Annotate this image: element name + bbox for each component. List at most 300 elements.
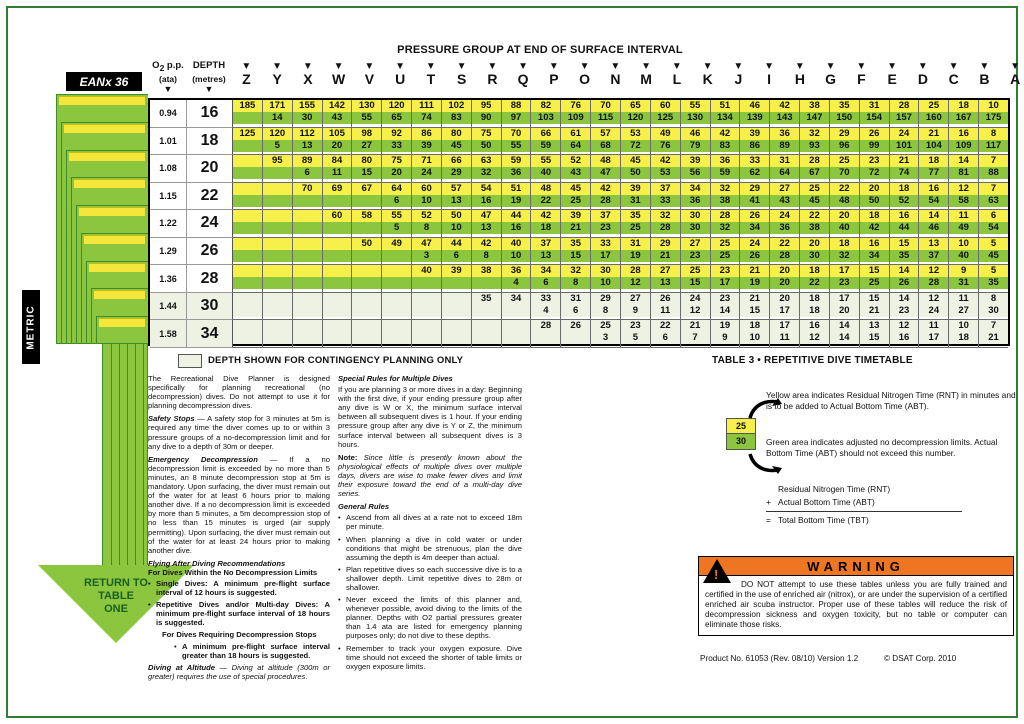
- cell-22-E[interactable]: [860, 183, 890, 210]
- cell-34-N[interactable]: [591, 320, 621, 347]
- cell-22-Q[interactable]: [502, 183, 532, 210]
- cell-18-M[interactable]: [621, 128, 651, 155]
- cell-34-R[interactable]: [472, 320, 502, 347]
- cell-24-P[interactable]: [531, 210, 561, 237]
- cell-30-C[interactable]: [919, 293, 949, 320]
- cell-24-X[interactable]: [293, 210, 323, 237]
- cell-34-H[interactable]: [770, 320, 800, 347]
- cell-18-N[interactable]: [591, 128, 621, 155]
- cell-34-Z[interactable]: [233, 320, 263, 347]
- cell-16-I[interactable]: [740, 100, 770, 127]
- cell-34-T[interactable]: [412, 320, 442, 347]
- cell-34-C[interactable]: [919, 320, 949, 347]
- table-row: [150, 100, 1008, 128]
- cell-30-X[interactable]: [293, 293, 323, 320]
- andl-value: 40: [949, 250, 978, 262]
- cell-28-C[interactable]: [919, 265, 949, 292]
- rnt-value: 52: [412, 210, 441, 222]
- cell-24-E[interactable]: [860, 210, 890, 237]
- heading-within-ndl: For Dives Within the No Decompression Limits: [148, 567, 318, 577]
- rnt-value: 12: [919, 293, 948, 305]
- cell-30-D[interactable]: [890, 293, 920, 320]
- cell-34-A[interactable]: [979, 320, 1008, 347]
- cell-34-Q[interactable]: [502, 320, 532, 347]
- cell-18-U[interactable]: [382, 128, 412, 155]
- cell-18-I[interactable]: [740, 128, 770, 155]
- cell-28-F[interactable]: [830, 265, 860, 292]
- cell-24-L[interactable]: [651, 210, 681, 237]
- cell-28-H[interactable]: [770, 265, 800, 292]
- cell-16-S[interactable]: [442, 100, 472, 127]
- cell-26-Z[interactable]: [233, 238, 263, 265]
- cell-20-B[interactable]: [949, 155, 979, 182]
- cell-18-G[interactable]: [800, 128, 830, 155]
- repetitive-dive-grid: [148, 98, 1010, 346]
- cell-30-Z[interactable]: [233, 293, 263, 320]
- cell-18-D[interactable]: [890, 128, 920, 155]
- andl-value: 41: [740, 195, 769, 207]
- cell-20-J[interactable]: [711, 155, 741, 182]
- cell-26-R[interactable]: [472, 238, 502, 265]
- rnt-value: 40: [412, 265, 441, 277]
- para-emergency-decompression: [148, 455, 330, 555]
- row-cells: [233, 128, 1008, 156]
- rnt-sample-yellow: 25: [727, 419, 755, 434]
- cell-26-W[interactable]: [323, 238, 353, 265]
- cell-22-F[interactable]: [830, 183, 860, 210]
- cell-16-R[interactable]: [472, 100, 502, 127]
- rnt-value: 185: [233, 100, 262, 112]
- cell-30-I[interactable]: [740, 293, 770, 320]
- andl-value: 15: [740, 305, 769, 317]
- andl-value: 6: [293, 167, 322, 179]
- cell-16-H[interactable]: [770, 100, 800, 127]
- cell-30-T[interactable]: [412, 293, 442, 320]
- andl-value: 43: [561, 167, 590, 179]
- andl-value: 23: [591, 222, 620, 234]
- rnt-value: 14: [890, 265, 919, 277]
- rnt-value: [352, 320, 381, 332]
- rnt-value: 21: [919, 128, 948, 140]
- cell-24-Z[interactable]: [233, 210, 263, 237]
- cell-22-S[interactable]: [442, 183, 472, 210]
- cell-22-I[interactable]: [740, 183, 770, 210]
- cell-28-N[interactable]: [591, 265, 621, 292]
- cell-20-V[interactable]: [352, 155, 382, 182]
- cell-18-Z[interactable]: [233, 128, 263, 155]
- eanx-badge: EANx 36: [66, 72, 142, 91]
- andl-value: [412, 277, 441, 289]
- cell-24-V[interactable]: [352, 210, 382, 237]
- cell-18-X[interactable]: [293, 128, 323, 155]
- bullet-repetitive-shallower: [338, 565, 522, 592]
- cell-34-G[interactable]: [800, 320, 830, 347]
- cell-34-P[interactable]: [531, 320, 561, 347]
- column-letter: J: [734, 71, 743, 87]
- cell-28-A[interactable]: [979, 265, 1008, 292]
- cell-30-A[interactable]: [979, 293, 1008, 320]
- cell-28-O[interactable]: [561, 265, 591, 292]
- cell-28-S[interactable]: [442, 265, 472, 292]
- cell-22-J[interactable]: [711, 183, 741, 210]
- cell-24-I[interactable]: [740, 210, 770, 237]
- cell-30-J[interactable]: [711, 293, 741, 320]
- cell-26-T[interactable]: [412, 238, 442, 265]
- cell-16-Z[interactable]: [233, 100, 263, 127]
- cell-18-B[interactable]: [949, 128, 979, 155]
- cell-16-V[interactable]: [352, 100, 382, 127]
- cell-28-Z[interactable]: [233, 265, 263, 292]
- cell-24-O[interactable]: [561, 210, 591, 237]
- cell-26-B[interactable]: [949, 238, 979, 265]
- cell-28-U[interactable]: [382, 265, 412, 292]
- cell-30-B[interactable]: [949, 293, 979, 320]
- cell-18-F[interactable]: [830, 128, 860, 155]
- cell-34-Y[interactable]: [263, 320, 293, 347]
- cell-24-Y[interactable]: [263, 210, 293, 237]
- heading-emergency-decompression: Emergency Decompression: [148, 454, 258, 464]
- cell-34-K[interactable]: [681, 320, 711, 347]
- cell-26-Q[interactable]: [502, 238, 532, 265]
- cell-16-N[interactable]: [591, 100, 621, 127]
- rnt-value: 39: [561, 210, 590, 222]
- cell-30-Q[interactable]: [502, 293, 532, 320]
- cell-16-F[interactable]: [830, 100, 860, 127]
- cell-22-X[interactable]: [293, 183, 323, 210]
- andl-value: 12: [681, 305, 710, 317]
- cell-22-Y[interactable]: [263, 183, 293, 210]
- andl-value: 11: [651, 305, 680, 317]
- column-arrow-icon: ▼: [764, 61, 775, 72]
- cell-20-X[interactable]: [293, 155, 323, 182]
- cell-30-Y[interactable]: [263, 293, 293, 320]
- cell-26-H[interactable]: [770, 238, 800, 265]
- cell-24-M[interactable]: [621, 210, 651, 237]
- cell-24-D[interactable]: [890, 210, 920, 237]
- cell-24-Q[interactable]: [502, 210, 532, 237]
- cell-34-X[interactable]: [293, 320, 323, 347]
- cell-16-O[interactable]: [561, 100, 591, 127]
- cell-24-A[interactable]: [979, 210, 1008, 237]
- cell-28-D[interactable]: [890, 265, 920, 292]
- column-letter: E: [887, 71, 897, 87]
- cell-28-L[interactable]: [651, 265, 681, 292]
- rnt-value: 28: [800, 155, 829, 167]
- cell-28-I[interactable]: [740, 265, 770, 292]
- cell-28-E[interactable]: [860, 265, 890, 292]
- cell-30-N[interactable]: [591, 293, 621, 320]
- cell-18-C[interactable]: [919, 128, 949, 155]
- cell-28-B[interactable]: [949, 265, 979, 292]
- cell-34-E[interactable]: [860, 320, 890, 347]
- cell-24-T[interactable]: [412, 210, 442, 237]
- cell-16-L[interactable]: [651, 100, 681, 127]
- cell-34-O[interactable]: [561, 320, 591, 347]
- rnt-value: 14: [890, 293, 919, 305]
- cell-34-M[interactable]: [621, 320, 651, 347]
- cell-22-A[interactable]: [979, 183, 1008, 210]
- cell-18-K[interactable]: [681, 128, 711, 155]
- rnt-value: 8: [979, 128, 1008, 140]
- cell-26-I[interactable]: [740, 238, 770, 265]
- cell-22-D[interactable]: [890, 183, 920, 210]
- cell-18-H[interactable]: [770, 128, 800, 155]
- cell-20-L[interactable]: [651, 155, 681, 182]
- cell-24-U[interactable]: [382, 210, 412, 237]
- cell-16-W[interactable]: [323, 100, 353, 127]
- cell-34-L[interactable]: [651, 320, 681, 347]
- cell-24-J[interactable]: [711, 210, 741, 237]
- cell-30-R[interactable]: [472, 293, 502, 320]
- cell-30-K[interactable]: [681, 293, 711, 320]
- cell-16-M[interactable]: [621, 100, 651, 127]
- andl-value: 5: [263, 140, 292, 152]
- cell-22-P[interactable]: [531, 183, 561, 210]
- cell-22-U[interactable]: [382, 183, 412, 210]
- cell-16-J[interactable]: [711, 100, 741, 127]
- cell-18-V[interactable]: [352, 128, 382, 155]
- cell-16-G[interactable]: [800, 100, 830, 127]
- cell-18-W[interactable]: [323, 128, 353, 155]
- cell-28-Y[interactable]: [263, 265, 293, 292]
- andl-value: 86: [740, 140, 769, 152]
- cell-28-V[interactable]: [352, 265, 382, 292]
- cell-26-N[interactable]: [591, 238, 621, 265]
- cell-18-Y[interactable]: [263, 128, 293, 155]
- cell-18-S[interactable]: [442, 128, 472, 155]
- cell-20-H[interactable]: [770, 155, 800, 182]
- cell-26-D[interactable]: [890, 238, 920, 265]
- cell-28-G[interactable]: [800, 265, 830, 292]
- cell-16-D[interactable]: [890, 100, 920, 127]
- cell-24-G[interactable]: [800, 210, 830, 237]
- cell-22-C[interactable]: [919, 183, 949, 210]
- cell-26-K[interactable]: [681, 238, 711, 265]
- cell-26-P[interactable]: [531, 238, 561, 265]
- cell-20-T[interactable]: [412, 155, 442, 182]
- cell-22-N[interactable]: [591, 183, 621, 210]
- cell-16-T[interactable]: [412, 100, 442, 127]
- cell-28-K[interactable]: [681, 265, 711, 292]
- rnt-value: 25: [830, 155, 859, 167]
- cell-20-N[interactable]: [591, 155, 621, 182]
- cell-34-I[interactable]: [740, 320, 770, 347]
- cell-34-B[interactable]: [949, 320, 979, 347]
- cell-22-R[interactable]: [472, 183, 502, 210]
- cell-16-A[interactable]: [979, 100, 1008, 127]
- cell-26-V[interactable]: [352, 238, 382, 265]
- cell-28-J[interactable]: [711, 265, 741, 292]
- column-arrow-icon: ▼: [487, 61, 498, 72]
- cell-18-A[interactable]: [979, 128, 1008, 155]
- cell-16-Y[interactable]: [263, 100, 293, 127]
- andl-value: 39: [412, 140, 441, 152]
- cell-20-D[interactable]: [890, 155, 920, 182]
- cell-34-U[interactable]: [382, 320, 412, 347]
- cell-18-L[interactable]: [651, 128, 681, 155]
- cell-20-Z[interactable]: [233, 155, 263, 182]
- row-cells: [233, 155, 1008, 183]
- cell-24-N[interactable]: [591, 210, 621, 237]
- rnt-value: [412, 320, 441, 332]
- cell-24-R[interactable]: [472, 210, 502, 237]
- cell-18-P[interactable]: [531, 128, 561, 155]
- andl-value: 45: [979, 250, 1008, 262]
- cell-28-P[interactable]: [531, 265, 561, 292]
- cell-30-O[interactable]: [561, 293, 591, 320]
- cell-16-E[interactable]: [860, 100, 890, 127]
- cell-24-C[interactable]: [919, 210, 949, 237]
- cell-30-H[interactable]: [770, 293, 800, 320]
- cell-16-B[interactable]: [949, 100, 979, 127]
- cell-26-L[interactable]: [651, 238, 681, 265]
- cell-20-U[interactable]: [382, 155, 412, 182]
- cell-20-M[interactable]: [621, 155, 651, 182]
- rnt-value: 75: [382, 155, 411, 167]
- cell-18-J[interactable]: [711, 128, 741, 155]
- cell-18-O[interactable]: [561, 128, 591, 155]
- cell-22-T[interactable]: [412, 183, 442, 210]
- o2-value: 1.01: [150, 128, 187, 155]
- cell-26-F[interactable]: [830, 238, 860, 265]
- cell-30-E[interactable]: [860, 293, 890, 320]
- andl-value: 47: [591, 167, 620, 179]
- cell-22-G[interactable]: [800, 183, 830, 210]
- depth-units: (metres): [192, 73, 226, 84]
- cell-18-Q[interactable]: [502, 128, 532, 155]
- cell-22-O[interactable]: [561, 183, 591, 210]
- cell-24-W[interactable]: [323, 210, 353, 237]
- cell-22-W[interactable]: [323, 183, 353, 210]
- cell-18-E[interactable]: [860, 128, 890, 155]
- cell-26-C[interactable]: [919, 238, 949, 265]
- cell-26-X[interactable]: [293, 238, 323, 265]
- andl-value: 14: [711, 305, 740, 317]
- cell-30-V[interactable]: [352, 293, 382, 320]
- column-letter: U: [395, 71, 406, 87]
- cell-20-Y[interactable]: [263, 155, 293, 182]
- cell-20-P[interactable]: [531, 155, 561, 182]
- cell-26-E[interactable]: [860, 238, 890, 265]
- cell-18-R[interactable]: [472, 128, 502, 155]
- andl-value: 12: [621, 277, 650, 289]
- cell-28-R[interactable]: [472, 265, 502, 292]
- depth-value: 34: [200, 324, 219, 342]
- cell-34-W[interactable]: [323, 320, 353, 347]
- row-cells: [233, 210, 1008, 238]
- andl-value: [263, 332, 292, 344]
- cell-26-S[interactable]: [442, 238, 472, 265]
- rnt-value: 29: [591, 293, 620, 305]
- andl-value: 50: [472, 140, 501, 152]
- cell-24-H[interactable]: [770, 210, 800, 237]
- cell-26-A[interactable]: [979, 238, 1008, 265]
- cell-22-B[interactable]: [949, 183, 979, 210]
- cell-28-T[interactable]: [412, 265, 442, 292]
- cell-30-S[interactable]: [442, 293, 472, 320]
- cell-34-V[interactable]: [352, 320, 382, 347]
- cell-20-E[interactable]: [860, 155, 890, 182]
- andl-value: 6: [382, 195, 411, 207]
- cell-26-U[interactable]: [382, 238, 412, 265]
- cell-28-X[interactable]: [293, 265, 323, 292]
- cell-24-K[interactable]: [681, 210, 711, 237]
- cell-34-F[interactable]: [830, 320, 860, 347]
- cell-20-I[interactable]: [740, 155, 770, 182]
- rnt-value: 26: [651, 293, 680, 305]
- cell-20-G[interactable]: [800, 155, 830, 182]
- rnt-value: 27: [770, 183, 799, 195]
- heading-flying-after-diving: Flying After Diving Recommendations: [148, 558, 286, 568]
- column-arrow-icon: ▼: [671, 61, 682, 72]
- rnt-value: 142: [323, 100, 352, 112]
- cell-20-W[interactable]: [323, 155, 353, 182]
- cell-30-L[interactable]: [651, 293, 681, 320]
- cell-26-Y[interactable]: [263, 238, 293, 265]
- cell-16-K[interactable]: [681, 100, 711, 127]
- cell-20-K[interactable]: [681, 155, 711, 182]
- rnt-value: 18: [800, 265, 829, 277]
- cell-24-S[interactable]: [442, 210, 472, 237]
- cell-20-O[interactable]: [561, 155, 591, 182]
- cell-20-S[interactable]: [442, 155, 472, 182]
- rnt-value: 16: [919, 183, 948, 195]
- cell-28-M[interactable]: [621, 265, 651, 292]
- cell-20-Q[interactable]: [502, 155, 532, 182]
- cell-16-X[interactable]: [293, 100, 323, 127]
- cell-16-Q[interactable]: [502, 100, 532, 127]
- cell-20-R[interactable]: [472, 155, 502, 182]
- cell-30-P[interactable]: [531, 293, 561, 320]
- rnt-value: 34: [531, 265, 560, 277]
- cell-22-H[interactable]: [770, 183, 800, 210]
- cell-24-F[interactable]: [830, 210, 860, 237]
- cell-16-P[interactable]: [531, 100, 561, 127]
- cell-20-F[interactable]: [830, 155, 860, 182]
- cell-22-M[interactable]: [621, 183, 651, 210]
- rnt-value: 40: [502, 238, 531, 250]
- rnt-value: 33: [531, 293, 560, 305]
- cell-30-U[interactable]: [382, 293, 412, 320]
- cell-18-T[interactable]: [412, 128, 442, 155]
- cell-20-A[interactable]: [979, 155, 1008, 182]
- cell-26-M[interactable]: [621, 238, 651, 265]
- cell-28-W[interactable]: [323, 265, 353, 292]
- cell-28-Q[interactable]: [502, 265, 532, 292]
- cell-30-W[interactable]: [323, 293, 353, 320]
- cell-34-J[interactable]: [711, 320, 741, 347]
- andl-value: 101: [890, 140, 919, 152]
- cell-24-B[interactable]: [949, 210, 979, 237]
- andl-value: 8: [412, 222, 441, 234]
- cell-26-O[interactable]: [561, 238, 591, 265]
- cell-30-F[interactable]: [830, 293, 860, 320]
- rnt-value: 29: [651, 238, 680, 250]
- cell-34-S[interactable]: [442, 320, 472, 347]
- cell-20-C[interactable]: [919, 155, 949, 182]
- cell-30-M[interactable]: [621, 293, 651, 320]
- cell-34-D[interactable]: [890, 320, 920, 347]
- cell-16-C[interactable]: [919, 100, 949, 127]
- cell-30-G[interactable]: [800, 293, 830, 320]
- cell-16-U[interactable]: [382, 100, 412, 127]
- cell-22-Z[interactable]: [233, 183, 263, 210]
- cell-22-L[interactable]: [651, 183, 681, 210]
- cell-22-V[interactable]: [352, 183, 382, 210]
- cell-22-K[interactable]: [681, 183, 711, 210]
- cell-26-G[interactable]: [800, 238, 830, 265]
- cell-26-J[interactable]: [711, 238, 741, 265]
